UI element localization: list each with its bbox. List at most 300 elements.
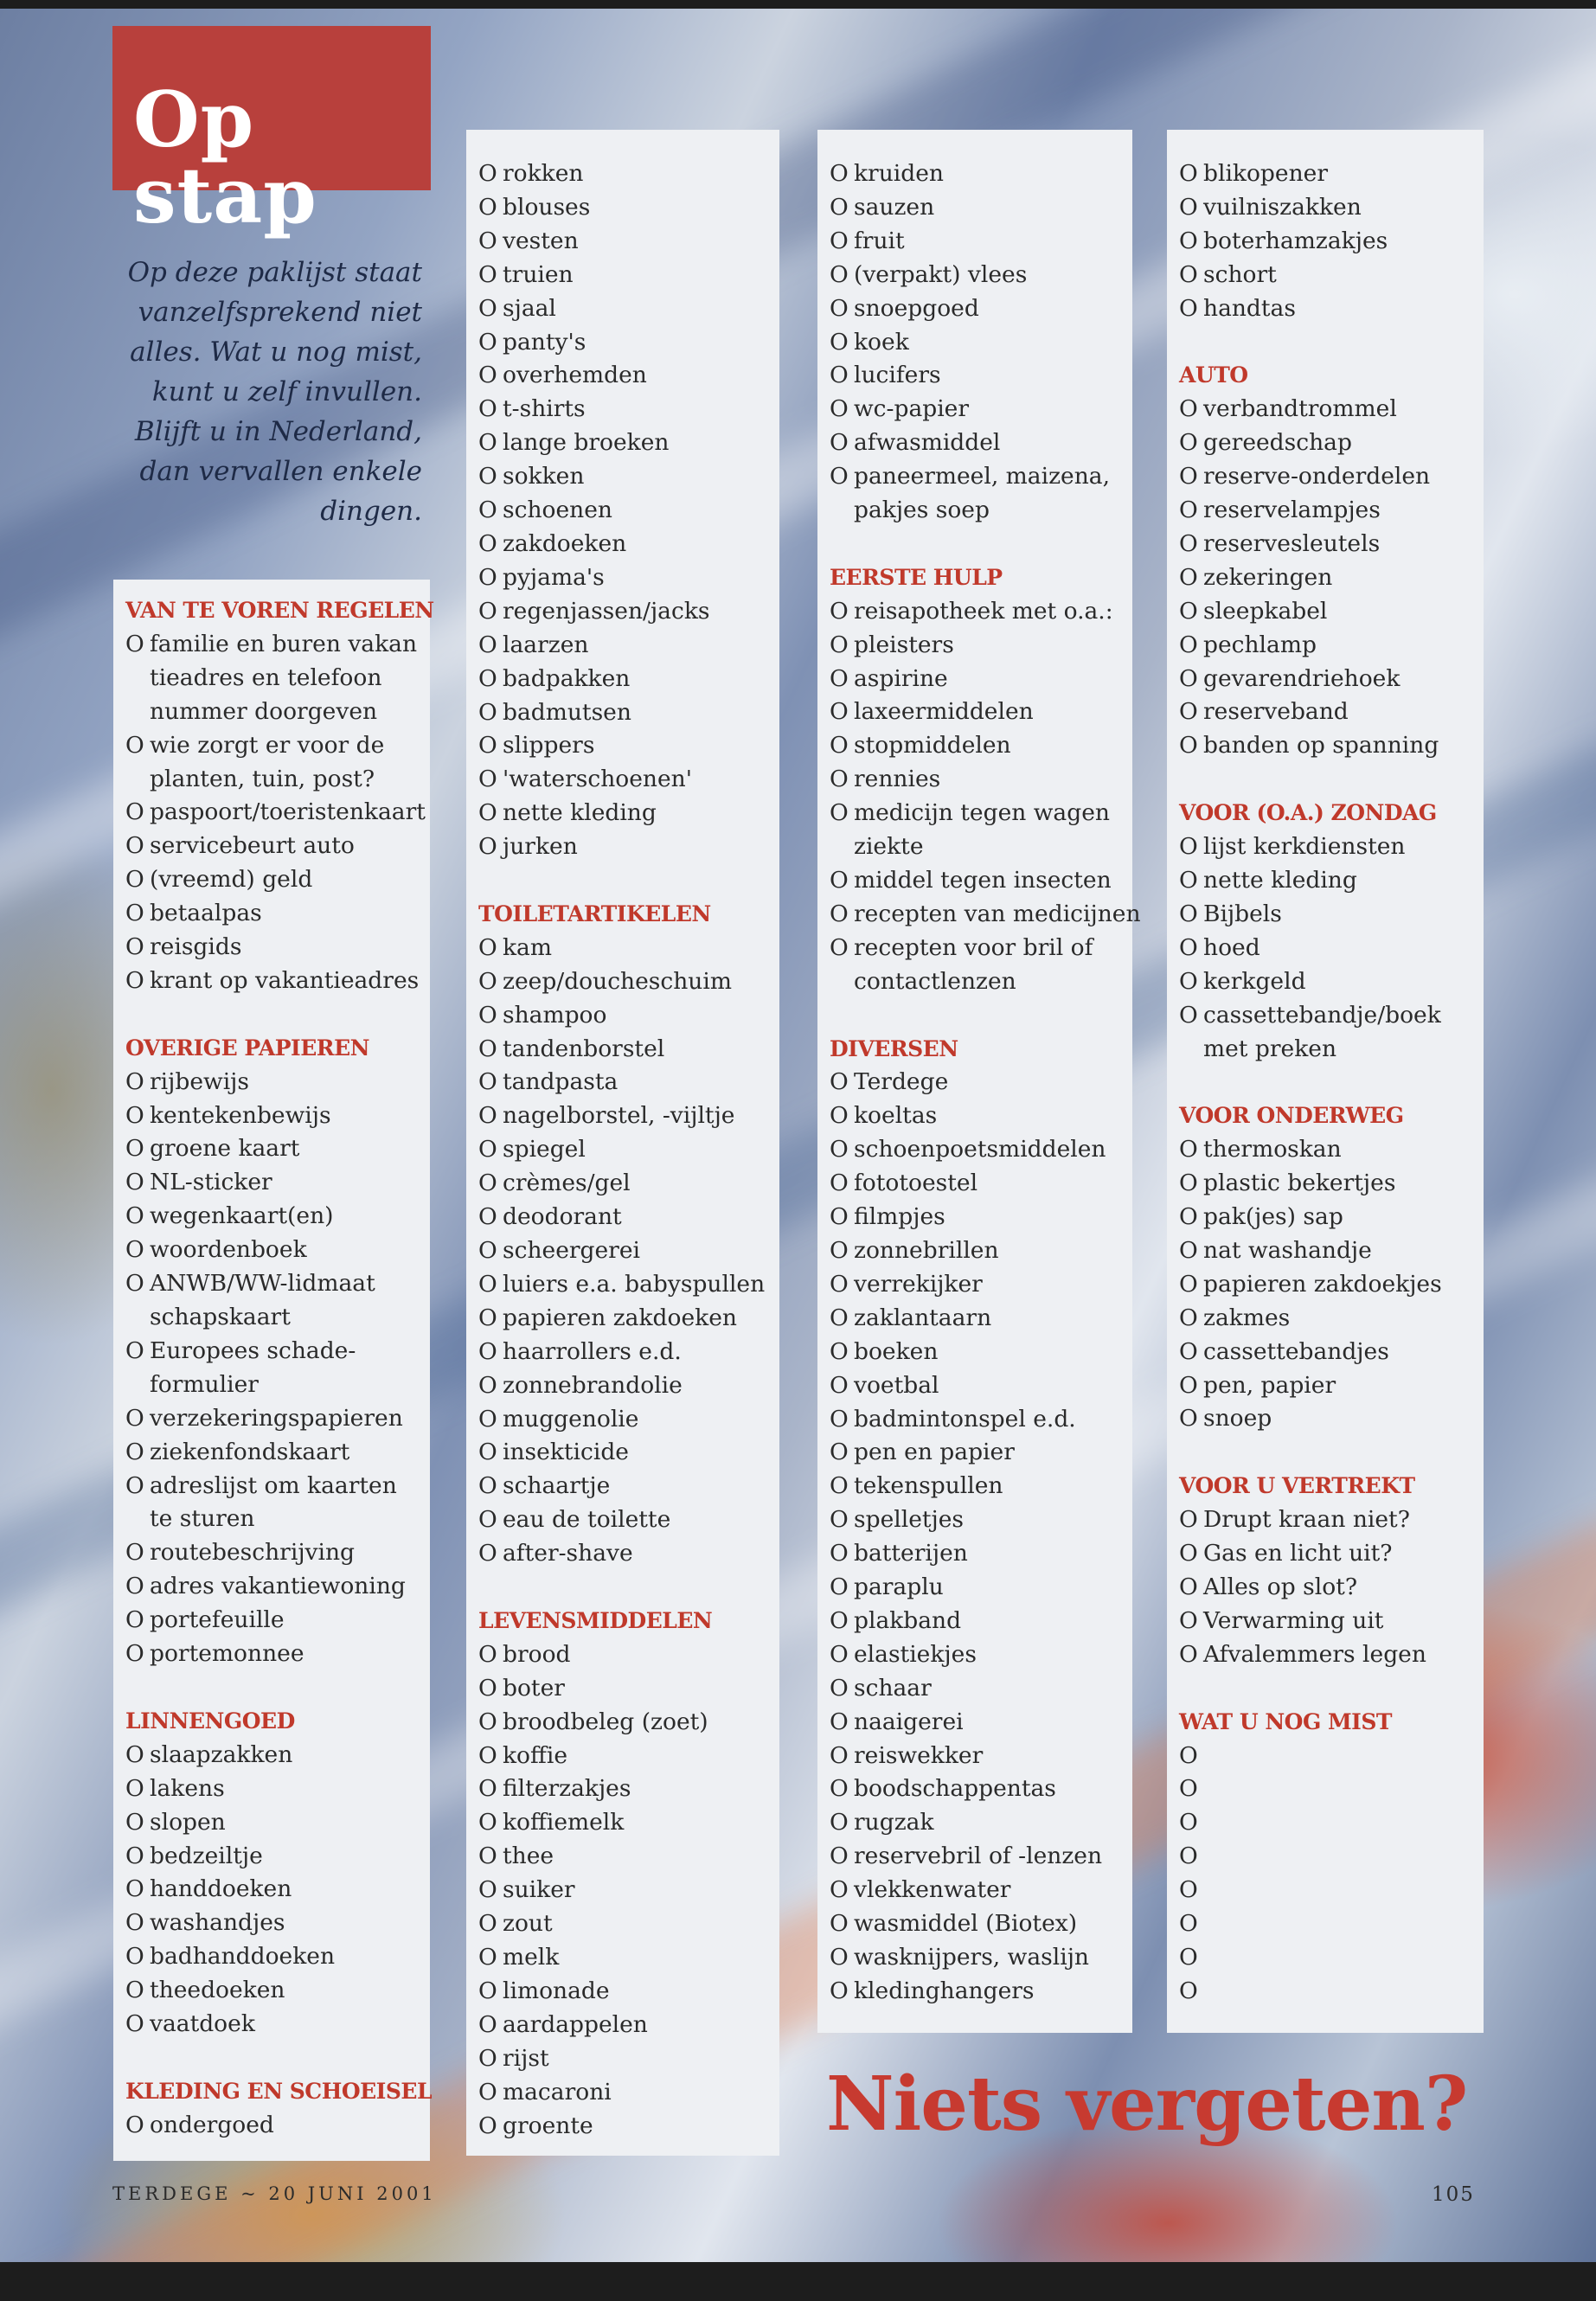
checklist-item-label: zakmes (1203, 1304, 1291, 1331)
checklist-item-label: kruiden (854, 160, 944, 187)
section-heading: VOOR (O.A.) ZONDAG (1179, 800, 1437, 826)
checkbox-circle[interactable]: O (478, 227, 497, 254)
checklist-item (125, 965, 421, 998)
checkbox-circle[interactable]: O (125, 1573, 144, 1600)
checklist-item-label: luiers e.a. babyspullen (503, 1270, 766, 1298)
checklist-item (125, 796, 426, 830)
checklist-item-label: familie en buren vakan (150, 630, 418, 657)
checkbox-circle[interactable]: O (830, 1203, 849, 1231)
checkbox-circle[interactable]: O (125, 1438, 144, 1465)
checklist-item-label: vaatdoek (150, 2010, 255, 2038)
checklist-item-label: wegenkaart(en) (150, 1202, 334, 1230)
checklist-item (1179, 1234, 1475, 1268)
checkbox-circle[interactable]: O (1179, 1843, 1198, 1870)
checkbox-circle[interactable]: O (1179, 227, 1198, 254)
checklist-item (1179, 830, 1475, 864)
checklist-item (478, 460, 771, 494)
checkbox-circle[interactable]: O (830, 799, 849, 827)
checklist-item (478, 1066, 771, 1099)
checkbox-circle[interactable]: O (478, 1001, 497, 1029)
checklist-item (125, 1604, 421, 1638)
checkbox-circle[interactable]: O (125, 933, 144, 961)
checklist-item (830, 292, 1124, 326)
checkbox-circle[interactable]: O (1179, 429, 1198, 457)
checkbox-circle[interactable]: O (1179, 1236, 1198, 1264)
checkbox-circle[interactable]: O (830, 1170, 849, 1197)
checkbox-circle[interactable]: O (1179, 597, 1198, 625)
checkbox-circle[interactable]: O (830, 698, 849, 726)
checkbox-circle[interactable]: O (1179, 497, 1198, 524)
checklist-item (478, 830, 771, 864)
checkbox-circle[interactable]: O (1179, 1876, 1198, 1904)
checklist-item-label: zonnebrandolie (503, 1371, 683, 1399)
checkbox-circle[interactable]: O (478, 1640, 497, 1668)
checklist-item-label: Verwarming uit (1203, 1606, 1384, 1634)
checkbox-circle[interactable]: O (1179, 1910, 1198, 1938)
checklist-item (830, 1941, 1124, 1975)
checklist-item (1179, 426, 1475, 460)
checkbox-circle[interactable]: O (478, 1236, 497, 1264)
checkbox-circle[interactable]: O (478, 294, 497, 322)
checkbox-circle[interactable]: O (125, 900, 144, 927)
checkbox-circle[interactable]: O (478, 328, 497, 356)
checklist-item-continuation: nummer doorgeven (150, 697, 378, 725)
checkbox-circle[interactable]: O (125, 630, 144, 657)
checkbox-circle[interactable]: O (125, 866, 144, 894)
checkbox-circle[interactable]: O (125, 1977, 144, 2004)
checklist-item-label: schoenpoetsmiddelen (854, 1136, 1106, 1163)
checklist-item (1179, 999, 1475, 1033)
checkbox-circle[interactable]: O (830, 1574, 849, 1601)
checkbox-circle[interactable]: O (1179, 1574, 1198, 1600)
checkbox-circle[interactable]: O (830, 1102, 849, 1130)
checkbox-circle[interactable]: O (125, 2111, 144, 2138)
checklist-item-label: muggenolie (503, 1405, 639, 1433)
checkbox-circle[interactable]: O (1179, 1640, 1198, 1668)
checkbox-circle[interactable]: O (478, 1405, 497, 1433)
checklist-item-label: Gas en licht uit? (1203, 1540, 1393, 1567)
checkbox-circle[interactable]: O (830, 1540, 849, 1567)
checkbox-circle[interactable]: O (1179, 732, 1198, 760)
checkbox-circle[interactable]: O (478, 967, 497, 995)
checkbox-circle[interactable]: O (478, 1741, 497, 1769)
checkbox-circle[interactable]: O (125, 1169, 144, 1196)
checkbox-circle[interactable]: O (125, 1135, 144, 1163)
checkbox-circle[interactable]: O (1179, 1809, 1198, 1836)
checkbox-circle[interactable]: O (830, 1741, 849, 1769)
checklist-item (125, 1638, 421, 1671)
checkbox-circle[interactable]: O (830, 227, 849, 254)
checkbox-circle[interactable]: O (125, 1067, 144, 1095)
checkbox-circle[interactable]: O (830, 160, 849, 187)
checklist-item-label: reservebril of -lenzen (854, 1843, 1103, 1870)
checklist-item (830, 1975, 1124, 2009)
checkbox-circle[interactable]: O (478, 2112, 497, 2139)
checklist-item-continuation: contactlenzen (854, 967, 1016, 995)
checkbox-circle[interactable]: O (478, 631, 497, 658)
checklist-item-label: jurken (503, 833, 578, 861)
checkbox-circle[interactable]: O (478, 2078, 497, 2106)
section-heading: AUTO (1179, 362, 1248, 388)
checkbox-circle[interactable]: O (830, 463, 849, 490)
checklist-item-label: badpakken (503, 664, 631, 692)
checkbox-circle[interactable]: O (1179, 1270, 1198, 1298)
checkbox-circle[interactable]: O (125, 1606, 144, 1634)
checklist-item-label: hoed (1203, 933, 1260, 961)
checklist-item (125, 1974, 421, 2008)
checklist-item-label: insekticide (503, 1439, 629, 1466)
checkbox-circle[interactable]: O (830, 1371, 849, 1399)
checkbox-circle[interactable]: O (1179, 933, 1198, 961)
checklist-item-label: boterhamzakjes (1203, 227, 1388, 254)
checkbox-circle[interactable]: O (830, 664, 849, 692)
checkbox-circle[interactable]: O (478, 1910, 497, 1938)
checkbox-circle[interactable]: O (478, 1876, 497, 1904)
checklist-item-label: pechlamp (1203, 631, 1317, 658)
checklist-item (1179, 494, 1475, 528)
checklist-item (830, 1133, 1124, 1167)
section-heading: OVERIGE PAPIEREN (125, 1035, 369, 1061)
checkbox-circle[interactable]: O (125, 731, 144, 759)
checkbox-circle[interactable]: O (125, 2010, 144, 2038)
checklist-item-label: vlekkenwater (854, 1876, 1011, 1904)
checkbox-circle[interactable]: O (830, 362, 849, 389)
checklist-item (478, 292, 771, 326)
checkbox-circle[interactable]: O (125, 966, 144, 994)
checkbox-circle[interactable]: O (478, 1270, 497, 1298)
checklist-item (830, 1874, 1124, 1907)
checkbox-circle[interactable]: O (478, 1170, 497, 1197)
checklist-item-label: brood (503, 1640, 571, 1668)
checkbox-circle[interactable]: O (830, 1606, 849, 1634)
section-heading: VOOR ONDERWEG (1179, 1103, 1404, 1129)
checklist-item-label: blikopener (1203, 160, 1328, 187)
checkbox-circle[interactable]: O (830, 328, 849, 356)
checklist-item (1179, 1605, 1475, 1638)
checkbox-circle[interactable]: O (1179, 833, 1198, 861)
checklist-item (830, 1605, 1124, 1638)
checklist-item-label: papieren zakdoekjes (1203, 1270, 1442, 1298)
checkbox-circle[interactable]: O (830, 1270, 849, 1298)
checkbox-circle[interactable]: O (478, 799, 497, 827)
checkbox-circle[interactable]: O (125, 1875, 144, 1903)
checkbox-circle[interactable]: O (1179, 395, 1198, 423)
checklist-item-label: (vreemd) geld (150, 866, 313, 894)
checkbox-circle[interactable]: O (478, 1068, 497, 1096)
checkbox-circle[interactable]: O (478, 1506, 497, 1534)
checklist-item (1179, 1571, 1475, 1605)
checkbox-circle[interactable]: O (478, 395, 497, 423)
checkbox-circle[interactable]: O (830, 260, 849, 288)
checkbox-circle[interactable]: O (1179, 1136, 1198, 1163)
checkbox-circle[interactable]: O (830, 1708, 849, 1735)
checkbox-circle[interactable]: O (478, 529, 497, 557)
checkbox-circle[interactable]: O (478, 1439, 497, 1466)
checkbox-circle[interactable]: O (830, 294, 849, 322)
checkbox-circle[interactable]: O (830, 597, 849, 625)
checklist-item-label: spelletjes (854, 1506, 965, 1534)
checkbox-circle[interactable]: O (478, 1304, 497, 1331)
checklist-item-label: zout (503, 1910, 553, 1938)
checklist-item-label: snoepgoed (854, 294, 979, 322)
checklist-item-label: Afvalemmers legen (1203, 1640, 1426, 1668)
checklist-item-label: blouses (503, 193, 591, 221)
checkbox-circle[interactable]: O (478, 1540, 497, 1567)
checkbox-circle[interactable]: O (1179, 294, 1198, 322)
checkbox-circle[interactable]: O (478, 664, 497, 692)
checkbox-circle[interactable]: O (1179, 1943, 1198, 1971)
checklist-item (478, 191, 771, 225)
checkbox-circle[interactable]: O (125, 832, 144, 860)
checklist-item-label: boeken (854, 1337, 939, 1365)
checkbox-circle[interactable]: O (1179, 664, 1198, 692)
checkbox-circle[interactable]: O (1179, 1405, 1198, 1433)
checkbox-circle[interactable]: O (478, 2044, 497, 2072)
checklist-item-label: zakdoeken (503, 529, 627, 557)
checklist-item-label: zaklantaarn (854, 1304, 992, 1331)
checkbox-circle[interactable]: O (830, 193, 849, 221)
section-gap (125, 998, 421, 1032)
checkbox-circle[interactable]: O (478, 1102, 497, 1130)
checklist-item-label: eau de toilette (503, 1506, 671, 1534)
checkbox-circle[interactable]: O (830, 766, 849, 793)
checkbox-circle[interactable]: O (830, 1640, 849, 1668)
checkbox-circle[interactable]: O (830, 631, 849, 658)
checklist-item-label: truien (503, 260, 574, 288)
checklist-item-label: nagelborstel, -vijltje (503, 1102, 735, 1130)
section-gap (830, 999, 1124, 1033)
checklist-item-label: sokken (503, 463, 585, 490)
checklist-item (478, 1133, 771, 1167)
checkbox-circle[interactable]: O (478, 933, 497, 961)
checkbox-circle[interactable]: O (830, 1236, 849, 1264)
checklist-item (1179, 1806, 1475, 1840)
checklist-item (478, 1436, 771, 1470)
checkbox-circle[interactable]: O (478, 1708, 497, 1735)
checkbox-circle[interactable]: O (125, 1640, 144, 1668)
checkbox-circle[interactable]: O (1179, 260, 1198, 288)
checkbox-circle[interactable]: O (830, 1775, 849, 1803)
checklist-item-label: vuilniszakken (1203, 193, 1362, 221)
checkbox-circle[interactable]: O (125, 1909, 144, 1937)
checkbox-circle[interactable]: O (478, 1035, 497, 1062)
checklist-item-label: reiswekker (854, 1741, 984, 1769)
checkbox-circle[interactable]: O (1179, 1371, 1198, 1399)
checkbox-circle[interactable]: O (1179, 1977, 1198, 2004)
checkbox-circle[interactable]: O (125, 1943, 144, 1971)
checkbox-circle[interactable]: O (1179, 463, 1198, 490)
checkbox-circle[interactable]: O (1179, 529, 1198, 557)
checklist-item (478, 1302, 771, 1336)
checklist-item-label: reserveband (1203, 698, 1349, 726)
checkbox-circle[interactable]: O (125, 1471, 144, 1499)
checklist-item-label: ANWB/WW-lidmaat (150, 1270, 375, 1298)
checklist-item-label: wasknijpers, waslijn (854, 1944, 1089, 1971)
checklist-item-label: Drupt kraan niet? (1203, 1506, 1410, 1534)
checklist-item-label: rijbewijs (150, 1067, 249, 1095)
checkbox-circle[interactable]: O (478, 160, 497, 187)
checklist-item-label: wasmiddel (Biotex) (854, 1910, 1078, 1938)
checkbox-circle[interactable]: O (830, 1068, 849, 1096)
footer-publication: TERDEGE ~ 20 JUNI 2001 (112, 2183, 437, 2204)
checklist-item (1179, 1840, 1475, 1874)
checkbox-circle[interactable]: O (478, 1136, 497, 1163)
section-heading: EERSTE HULP (830, 564, 1003, 590)
checklist-item (1179, 1133, 1475, 1167)
checkbox-circle[interactable]: O (830, 1977, 849, 2004)
checkbox-circle[interactable]: O (1179, 193, 1198, 221)
checklist-item (830, 359, 1124, 393)
checklist-item (830, 729, 1124, 763)
checklist-item-label: zekeringen (1203, 563, 1333, 591)
checkbox-circle[interactable]: O (125, 1101, 144, 1129)
checkbox-circle[interactable]: O (1179, 1001, 1198, 1029)
checklist-item (478, 1268, 771, 1302)
checklist-item (1179, 695, 1475, 729)
checkbox-circle[interactable]: O (1179, 1506, 1198, 1534)
checkbox-circle[interactable]: O (125, 1808, 144, 1836)
section-heading: VOOR U VERTREKT (1179, 1473, 1415, 1499)
checklist-item (125, 1772, 421, 1806)
section-heading: LEVENSMIDDELEN (478, 1607, 713, 1633)
checkbox-circle[interactable]: O (830, 1439, 849, 1466)
checklist-item (478, 1167, 771, 1201)
checklist-item-label: sjaal (503, 294, 556, 322)
checklist-item (478, 932, 771, 965)
checkbox-circle[interactable]: O (478, 193, 497, 221)
checkbox-circle[interactable]: O (830, 429, 849, 457)
checkbox-circle[interactable]: O (1179, 867, 1198, 894)
checkbox-circle[interactable]: O (830, 1843, 849, 1870)
checkbox-circle[interactable]: O (830, 1674, 849, 1702)
checkbox-circle[interactable]: O (125, 798, 144, 826)
checkbox-circle[interactable]: O (1179, 698, 1198, 726)
checkbox-circle[interactable]: O (478, 463, 497, 490)
checklist-item-label: vesten (503, 227, 579, 254)
checklist-item-label: ondergoed (150, 2111, 274, 2138)
checklist-item (1179, 1907, 1475, 1941)
checklist-item (830, 595, 1124, 629)
checkbox-circle[interactable]: O (125, 1202, 144, 1230)
checkbox-circle[interactable]: O (1179, 1170, 1198, 1197)
checkbox-circle[interactable]: O (1179, 1741, 1198, 1769)
checklist-item (125, 863, 421, 897)
checkbox-circle[interactable]: O (830, 867, 849, 894)
checkbox-circle[interactable]: O (478, 1674, 497, 1702)
checkbox-circle[interactable]: O (830, 1876, 849, 1904)
checkbox-circle[interactable]: O (1179, 1775, 1198, 1803)
checkbox-circle[interactable]: O (478, 497, 497, 524)
checkbox-circle[interactable]: O (1179, 160, 1198, 187)
checklist-item (478, 1470, 771, 1503)
checkbox-circle[interactable]: O (830, 1405, 849, 1433)
checkbox-circle[interactable]: O (478, 1809, 497, 1836)
checklist-item-label: verbandtrommel (1203, 395, 1397, 423)
checklist-item (125, 1200, 421, 1234)
checkbox-circle[interactable]: O (1179, 1203, 1198, 1231)
checkbox-circle[interactable]: O (478, 1203, 497, 1231)
checkbox-circle[interactable]: O (830, 1910, 849, 1938)
checkbox-circle[interactable]: O (478, 1843, 497, 1870)
checkbox-circle[interactable]: O (1179, 563, 1198, 591)
checkbox-circle[interactable]: O (1179, 631, 1198, 658)
checkbox-circle[interactable]: O (125, 1774, 144, 1802)
checkbox-circle[interactable]: O (478, 1977, 497, 2004)
checkbox-circle[interactable]: O (478, 1337, 497, 1365)
checkbox-circle[interactable]: O (478, 2010, 497, 2038)
checklist-item-label: pleisters (854, 631, 954, 658)
checkbox-circle[interactable]: O (830, 1472, 849, 1500)
checklist-item-label: banden op spanning (1203, 732, 1439, 760)
checkbox-circle[interactable]: O (1179, 1540, 1198, 1567)
checkbox-circle[interactable]: O (125, 1270, 144, 1298)
checkbox-circle[interactable]: O (830, 933, 849, 961)
checkbox-circle[interactable]: O (478, 833, 497, 861)
checklist-item (1179, 1268, 1475, 1302)
checkbox-circle[interactable]: O (125, 1336, 144, 1364)
checkbox-circle[interactable]: O (1179, 1606, 1198, 1634)
checklist-item-label: rijst (503, 2044, 549, 2072)
checkbox-circle[interactable]: O (1179, 967, 1198, 995)
checkbox-circle[interactable]: O (830, 1136, 849, 1163)
checklist-item (478, 157, 771, 191)
checklist-item-label: tandpasta (503, 1068, 619, 1096)
checkbox-circle[interactable]: O (830, 1337, 849, 1365)
checklist-item (125, 628, 421, 662)
checklist-item (1179, 1941, 1475, 1975)
checkbox-circle[interactable]: O (478, 698, 497, 726)
checkbox-circle[interactable]: O (830, 1506, 849, 1534)
checkbox-circle[interactable]: O (830, 1809, 849, 1836)
checklist-item (830, 932, 1124, 965)
checkbox-circle[interactable]: O (478, 1775, 497, 1803)
checkbox-circle[interactable]: O (1179, 1337, 1198, 1365)
checkbox-circle[interactable]: O (125, 1740, 144, 1768)
checklist-item-label: portemonnee (150, 1640, 304, 1668)
checklist-item-label: reservesleutels (1203, 529, 1381, 557)
checkbox-circle[interactable]: O (830, 1304, 849, 1331)
checkbox-circle[interactable]: O (478, 260, 497, 288)
checkbox-circle[interactable]: O (1179, 1304, 1198, 1331)
checklist-item (1179, 393, 1475, 426)
checklist-item-label: lange broeken (503, 429, 670, 457)
checkbox-circle[interactable]: O (478, 1371, 497, 1399)
checkbox-circle[interactable]: O (478, 766, 497, 793)
checkbox-circle[interactable]: O (478, 362, 497, 389)
checklist-item-label: medicijn tegen wagen (854, 799, 1110, 827)
checkbox-circle[interactable]: O (478, 563, 497, 591)
checkbox-circle[interactable]: O (830, 900, 849, 927)
checkbox-circle[interactable]: O (830, 732, 849, 760)
checklist-item (125, 1166, 421, 1200)
checkbox-circle[interactable]: O (830, 395, 849, 423)
checklist-item-label: washandjes (150, 1909, 285, 1937)
checkbox-circle[interactable]: O (478, 1944, 497, 1971)
checkbox-circle[interactable]: O (125, 1236, 144, 1264)
checkbox-circle[interactable]: O (125, 1404, 144, 1432)
checkbox-circle[interactable]: O (830, 1944, 849, 1971)
checklist-item (478, 1672, 771, 1706)
checkbox-circle[interactable]: O (1179, 900, 1198, 927)
checklist-item-label: kam (503, 933, 552, 961)
checkbox-circle[interactable]: O (478, 429, 497, 457)
checkbox-circle[interactable]: O (478, 732, 497, 760)
checklist-item-label: panty's (503, 328, 586, 356)
checkbox-circle[interactable]: O (125, 1539, 144, 1567)
checkbox-circle[interactable]: O (478, 1472, 497, 1500)
checkbox-circle[interactable]: O (125, 1842, 144, 1869)
checkbox-circle[interactable]: O (478, 597, 497, 625)
